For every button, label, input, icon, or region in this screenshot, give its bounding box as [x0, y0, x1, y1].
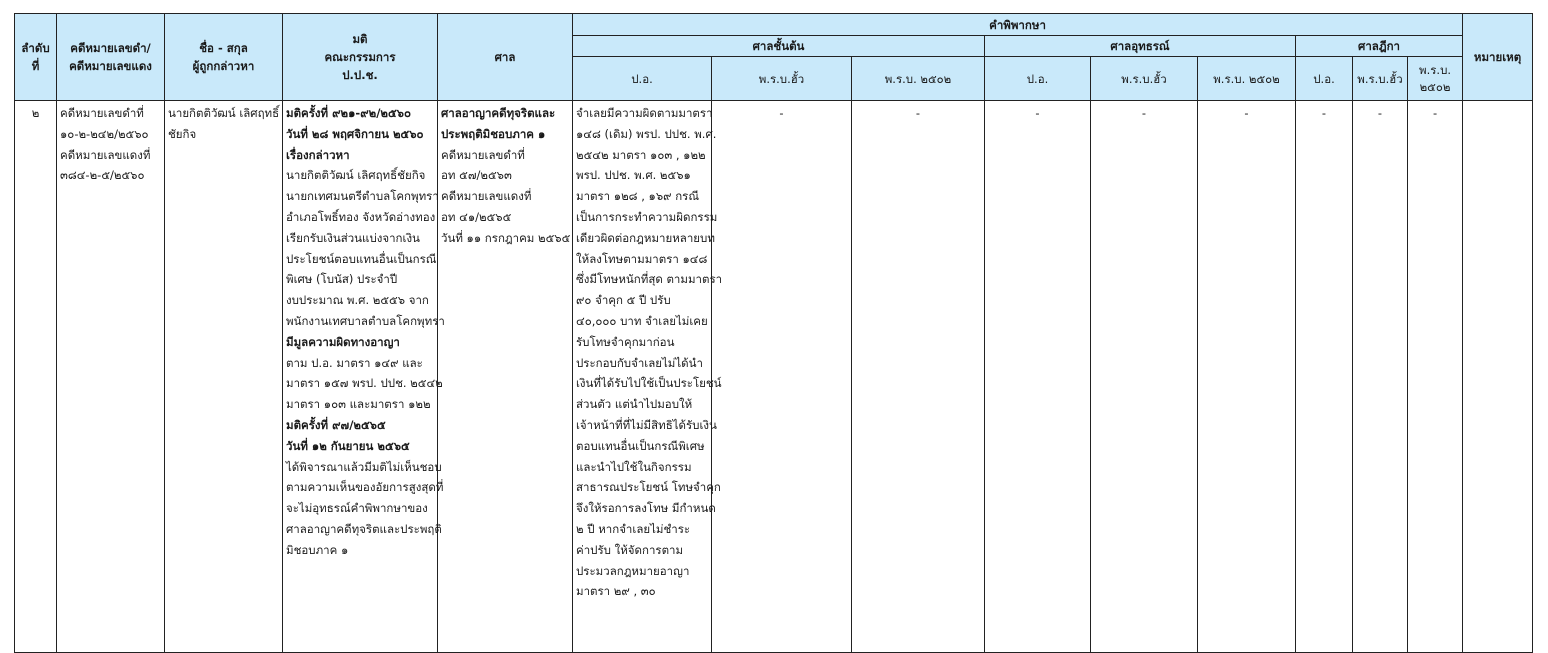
text-line: ได้พิจารณาแล้วมีมติไม่เห็นชอบ	[286, 459, 442, 474]
header-appeal-act-2502: พ.ร.บ. ๒๕๐๒	[1198, 57, 1296, 101]
text-line: อท ๔๑/๒๕๖๕	[441, 209, 512, 224]
cell-supreme-act-2502: -	[1408, 101, 1463, 653]
text-line: ๔๐,๐๐๐ บาท จำเลยไม่เคย	[576, 313, 708, 328]
cell-remark	[1463, 101, 1533, 653]
text-line: ซึ่งมีโทษหนักที่สุด ตามมาตรา	[576, 272, 723, 287]
table-row	[15, 101, 1533, 653]
cell-nacc-resolution	[283, 101, 445, 653]
text-line: มติครั้งที่ ๙๗/๒๕๖๕	[286, 417, 386, 432]
cell-appeal-criminal-code: -	[985, 101, 1091, 653]
text-line: เจ้าหน้าที่ที่ไม่มีสิทธิได้รับเงิน	[576, 417, 717, 432]
text-line: อท ๕๗/๒๕๖๓	[441, 168, 512, 183]
header-appeal-act-old: พ.ร.บ.ฮั้ว	[1091, 57, 1198, 101]
text-line: ตอบแทนอื่นเป็นกรณีพิเศษ	[576, 438, 705, 453]
judgment-table	[14, 13, 1533, 653]
header-case-number: คดีหมายเลขดำ/ คดีหมายเลขแดง	[57, 14, 165, 101]
text-line: และนำไปใช้ในกิจกรรม	[576, 459, 692, 474]
text-line: มาตรา ๑๐๓ และมาตรา ๑๒๒	[286, 397, 431, 412]
text-line: วันที่ ๑๑ กรกฎาคม ๒๕๖๕	[441, 230, 571, 245]
text-line: พนักงานเทศบาลตำบลโคกพุทรา	[286, 313, 445, 328]
text-line: รับโทษจำคุกมาก่อน	[576, 334, 675, 349]
text-line: จะไม่อุทธรณ์คำพิพากษาของ	[286, 501, 428, 516]
text-line: เงินที่ได้รับไปใช้เป็นประโยชน์	[576, 376, 722, 391]
header-nacc-resolution: มติ คณะกรรมการ ป.ป.ช.	[283, 14, 438, 101]
header-supreme-court: ศาลฎีกา	[1296, 36, 1463, 57]
cell-court	[438, 101, 573, 653]
cell-case-number: คดีหมายเลขดำที่ ๑๐-๒-๒๔๒/๒๕๖๐ คดีหมายเลขแดงที่ ๓๘๔-๒-๕/๒๕๖๐	[57, 101, 165, 653]
text-line: มาตรา ๑๒๘ , ๑๖๙ กรณี	[576, 189, 700, 204]
text-line: มติครั้งที่ ๙๒๑-๙๒/๒๕๖๐	[286, 106, 412, 120]
text-line: งบประมาณ พ.ศ. ๒๕๕๖ จาก	[286, 293, 429, 308]
text-line: มิชอบภาค ๑	[286, 542, 349, 557]
text-line: ประโยชน์ตอบแทนอื่นเป็นกรณี	[286, 251, 437, 266]
text-line: ประพฤติมิชอบภาค ๑	[441, 126, 546, 141]
text-line: ส่วนตัว แต่นำไปมอบให้	[576, 397, 693, 412]
header-first-court: ศาลชั้นต้น	[573, 36, 985, 57]
text-line: ประมวลกฎหมายอาญา	[576, 563, 690, 578]
text-line: ศาลอาญาคดีทุจริตและ	[441, 106, 556, 120]
header-first-criminal-code: ป.อ.	[573, 57, 712, 101]
text-line: พรป. ปปช. พ.ศ. ๒๕๖๑	[576, 168, 691, 183]
text-line: ๑๔๘ (เดิม) พรป. ปปช. พ.ศ.	[576, 126, 717, 141]
text-line: สาธารณประโยชน์ โทษจำคุก	[576, 480, 721, 495]
text-line: จึงให้รอการลงโทษ มีกำหนด	[576, 501, 716, 516]
text-line: วันที่ ๑๒ กันยายน ๒๕๖๕	[286, 438, 410, 453]
cell-appeal-act-old: -	[1091, 101, 1198, 653]
text-line: นายกเทศมนตรีตำบลโคกพุทรา	[286, 189, 439, 204]
header-court: ศาล	[438, 14, 573, 101]
cell-first-criminal-code	[573, 101, 723, 653]
cell-appeal-act-2502: -	[1198, 101, 1296, 653]
header-first-act-2502: พ.ร.บ. ๒๕๐๒	[852, 57, 985, 101]
text-line: คดีหมายเลขดำที่	[441, 147, 525, 162]
text-line: ศาลอาญาคดีทุจริตและประพฤติ	[286, 521, 442, 536]
header-judgment: คำพิพากษา	[573, 14, 1463, 36]
cell-supreme-criminal-code: -	[1296, 101, 1353, 653]
text-line: เดียวผิดต่อกฎหมายหลายบท	[576, 230, 715, 245]
text-line: เป็นการกระทำความผิดกรรม	[576, 209, 718, 224]
text-line: ค่าปรับ ให้จัดการตาม	[576, 542, 684, 557]
text-line: อำเภอโพธิ์ทอง จังหวัดอ่างทอง	[286, 209, 436, 224]
header-no: ลำดับ ที่	[15, 14, 57, 101]
header-supreme-act-2502: พ.ร.บ. ๒๕๐๒	[1408, 57, 1463, 101]
text-line: มาตรา ๑๕๗ พรป. ปปช. ๒๕๔๒	[286, 376, 443, 391]
header-accused-name: ชื่อ - สกุล ผู้ถูกกล่าวหา	[165, 14, 283, 101]
cell-supreme-act-old: -	[1353, 101, 1408, 653]
text-line: ประกอบกับจำเลยไม่ได้นำ	[576, 355, 703, 370]
text-line: ตามความเห็นของอัยการสูงสุดที่	[286, 480, 444, 495]
text-line: พิเศษ (โบนัส) ประจำปี	[286, 272, 398, 287]
header-supreme-act-old: พ.ร.บ.ฮั้ว	[1353, 57, 1408, 101]
text-line: วันที่ ๒๘ พฤศจิกายน ๒๕๖๐	[286, 126, 424, 141]
text-line: ๙๐ จำคุก ๕ ปี ปรับ	[576, 293, 671, 308]
header-remark: หมายเหตุ	[1463, 14, 1533, 101]
text-line: มาตรา ๒๙ , ๓๐	[576, 584, 656, 599]
text-line: มีมูลความผิดทางอาญา	[286, 334, 400, 349]
header-appeal-criminal-code: ป.อ.	[985, 57, 1091, 101]
cell-accused-name: นายกิตติวัฒน์ เลิศฤทธิ์ ชัยกิจ	[165, 101, 283, 653]
text-line: นายกิตติวัฒน์ เลิศฤทธิ์ชัยกิจ	[286, 168, 426, 183]
header-first-act-old: พ.ร.บ.ฮั้ว	[712, 57, 852, 101]
text-line: เรื่องกล่าวหา	[286, 147, 350, 162]
text-line: เรียกรับเงินส่วนแบ่งจากเงิน	[286, 230, 420, 245]
text-line: คดีหมายเลขแดงที่	[441, 189, 532, 204]
header-appeal-court: ศาลอุทธรณ์	[985, 36, 1296, 57]
text-line: ตาม ป.อ. มาตรา ๑๔๙ และ	[286, 355, 423, 370]
cell-first-act-2502: -	[852, 101, 985, 653]
text-line: ๒ ปี หากจำเลยไม่ชำระ	[576, 521, 691, 536]
text-line: จำเลยมีความผิดตามมาตรา	[576, 106, 713, 120]
text-line: ให้ลงโทษตามมาตรา ๑๔๘	[576, 251, 708, 266]
header-supreme-criminal-code: ป.อ.	[1296, 57, 1353, 101]
text-line: ๒๕๔๒ มาตรา ๑๐๓ , ๑๒๒	[576, 147, 706, 162]
cell-first-act-old: -	[712, 101, 852, 653]
cell-no: ๒	[15, 101, 57, 653]
